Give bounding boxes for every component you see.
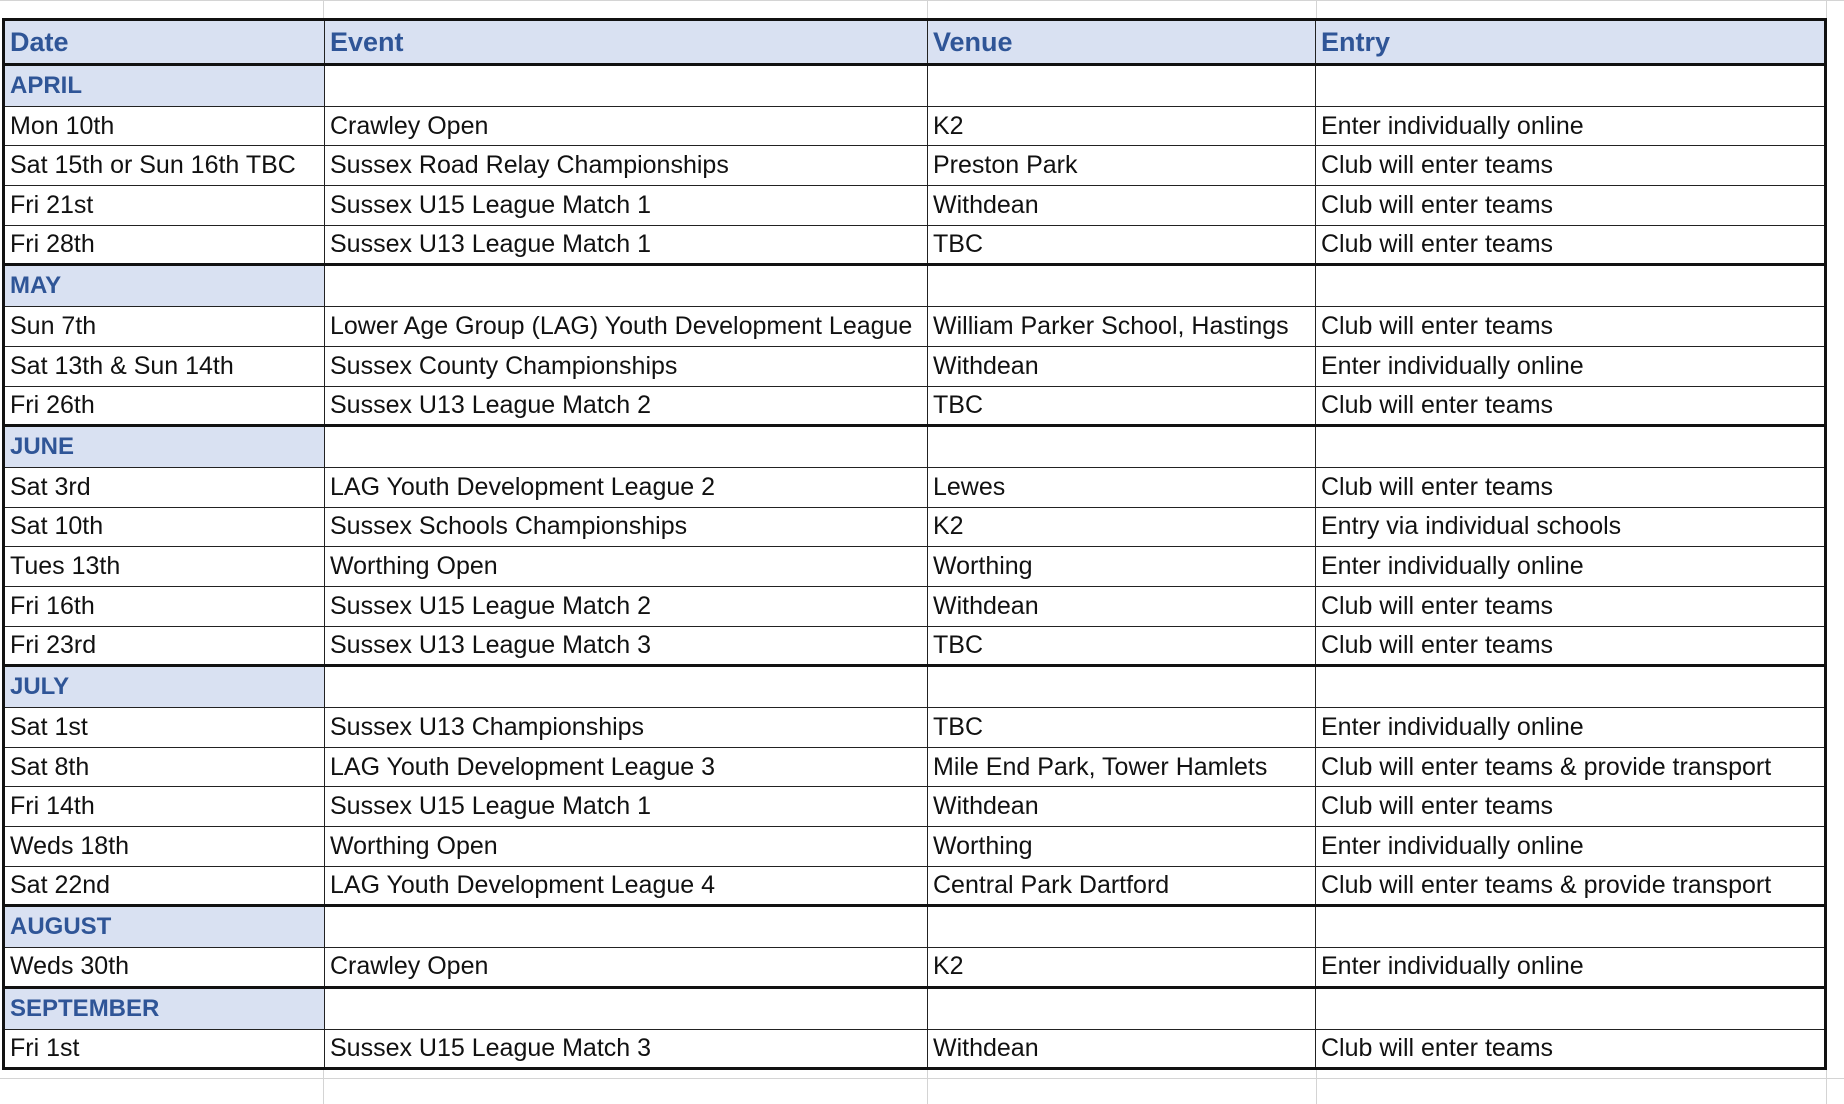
entry-cell[interactable]: Enter individually online: [1316, 708, 1826, 748]
date-cell[interactable]: Fri 14th: [4, 787, 325, 827]
date-cell[interactable]: Weds 18th: [4, 827, 325, 867]
empty-cell[interactable]: [928, 666, 1316, 708]
event-cell[interactable]: Lower Age Group (LAG) Youth Development League: [325, 307, 928, 347]
entry-cell[interactable]: Enter individually online: [1316, 547, 1826, 587]
entry-cell[interactable]: Club will enter teams & provide transport: [1316, 866, 1826, 906]
table-row: [4, 146, 1826, 186]
empty-cell[interactable]: [928, 987, 1316, 1029]
date-cell[interactable]: Fri 16th: [4, 586, 325, 626]
month-row: [4, 65, 1826, 107]
entry-cell[interactable]: Entry via individual schools: [1316, 507, 1826, 547]
date-cell[interactable]: Sat 1st: [4, 708, 325, 748]
empty-cell[interactable]: [928, 906, 1316, 948]
date-cell[interactable]: Fri 28th: [4, 225, 325, 265]
empty-cell[interactable]: [1316, 265, 1826, 307]
event-cell[interactable]: Sussex U15 League Match 3: [325, 1029, 928, 1069]
table-row: [4, 708, 1826, 748]
empty-cell[interactable]: [1316, 987, 1826, 1029]
event-cell[interactable]: Worthing Open: [325, 827, 928, 867]
venue-cell[interactable]: William Parker School, Hastings: [928, 307, 1316, 347]
entry-cell[interactable]: Club will enter teams: [1316, 1029, 1826, 1069]
table-row: [4, 386, 1826, 426]
entry-cell[interactable]: Club will enter teams: [1316, 626, 1826, 666]
date-cell[interactable]: Fri 26th: [4, 386, 325, 426]
empty-cell[interactable]: [1316, 65, 1826, 107]
event-cell[interactable]: LAG Youth Development League 3: [325, 747, 928, 787]
venue-cell[interactable]: Withdean: [928, 1029, 1316, 1069]
venue-cell[interactable]: Withdean: [928, 186, 1316, 226]
empty-cell[interactable]: [1316, 666, 1826, 708]
venue-cell[interactable]: Preston Park: [928, 146, 1316, 186]
venue-cell[interactable]: K2: [928, 507, 1316, 547]
table-row: [4, 827, 1826, 867]
empty-cell[interactable]: [928, 426, 1316, 468]
empty-cell[interactable]: [325, 906, 928, 948]
entry-cell[interactable]: Enter individually online: [1316, 346, 1826, 386]
entry-cell[interactable]: Club will enter teams: [1316, 386, 1826, 426]
month-label[interactable]: APRIL: [4, 65, 325, 107]
date-cell[interactable]: Weds 30th: [4, 948, 325, 988]
venue-cell[interactable]: TBC: [928, 626, 1316, 666]
table-row: [4, 586, 1826, 626]
grid-row-line: [0, 1078, 1844, 1079]
header-entry[interactable]: Entry: [1316, 20, 1826, 65]
month-label[interactable]: MAY: [4, 265, 325, 307]
entry-cell[interactable]: Club will enter teams: [1316, 225, 1826, 265]
month-label[interactable]: JUNE: [4, 426, 325, 468]
table-row: [4, 787, 1826, 827]
entry-cell[interactable]: Club will enter teams: [1316, 787, 1826, 827]
entry-cell[interactable]: Club will enter teams: [1316, 307, 1826, 347]
event-cell[interactable]: Sussex U13 League Match 3: [325, 626, 928, 666]
table-row: [4, 507, 1826, 547]
table-row: [4, 866, 1826, 906]
event-cell[interactable]: LAG Youth Development League 4: [325, 866, 928, 906]
event-cell[interactable]: Crawley Open: [325, 106, 928, 146]
venue-cell[interactable]: Worthing: [928, 547, 1316, 587]
venue-cell[interactable]: TBC: [928, 708, 1316, 748]
entry-cell[interactable]: Enter individually online: [1316, 948, 1826, 988]
date-cell[interactable]: Fri 23rd: [4, 626, 325, 666]
table-row: [4, 1029, 1826, 1069]
entry-cell[interactable]: Club will enter teams: [1316, 586, 1826, 626]
table-row: [4, 467, 1826, 507]
date-cell[interactable]: Mon 10th: [4, 106, 325, 146]
empty-cell[interactable]: [325, 426, 928, 468]
month-label[interactable]: SEPTEMBER: [4, 987, 325, 1029]
empty-cell[interactable]: [1316, 906, 1826, 948]
table-row: [4, 106, 1826, 146]
venue-cell[interactable]: Withdean: [928, 346, 1316, 386]
venue-cell[interactable]: Lewes: [928, 467, 1316, 507]
header-event[interactable]: Event: [325, 20, 928, 65]
month-row: [4, 265, 1826, 307]
event-cell[interactable]: Sussex U15 League Match 1: [325, 186, 928, 226]
table-row: [4, 547, 1826, 587]
event-cell[interactable]: Sussex U13 Championships: [325, 708, 928, 748]
table-row: [4, 948, 1826, 988]
date-cell[interactable]: Sun 7th: [4, 307, 325, 347]
venue-cell[interactable]: Withdean: [928, 787, 1316, 827]
empty-cell[interactable]: [928, 265, 1316, 307]
table-row: [4, 186, 1826, 226]
header-row: [4, 20, 1826, 65]
table-row: [4, 626, 1826, 666]
event-cell[interactable]: Sussex Road Relay Championships: [325, 146, 928, 186]
table-row: [4, 307, 1826, 347]
entry-cell[interactable]: Club will enter teams: [1316, 467, 1826, 507]
entry-cell[interactable]: Club will enter teams: [1316, 146, 1826, 186]
events-schedule-table: [2, 18, 1827, 1070]
entry-cell[interactable]: Enter individually online: [1316, 106, 1826, 146]
empty-cell[interactable]: [325, 987, 928, 1029]
date-cell[interactable]: Sat 22nd: [4, 866, 325, 906]
event-cell[interactable]: Sussex U13 League Match 1: [325, 225, 928, 265]
empty-cell[interactable]: [325, 65, 928, 107]
empty-cell[interactable]: [928, 65, 1316, 107]
schedule-body: [4, 65, 1826, 1069]
event-cell[interactable]: LAG Youth Development League 2: [325, 467, 928, 507]
event-cell[interactable]: Worthing Open: [325, 547, 928, 587]
month-row: [4, 906, 1826, 948]
date-cell[interactable]: Fri 21st: [4, 186, 325, 226]
event-cell[interactable]: Crawley Open: [325, 948, 928, 988]
month-label[interactable]: JULY: [4, 666, 325, 708]
venue-cell[interactable]: Mile End Park, Tower Hamlets: [928, 747, 1316, 787]
venue-cell[interactable]: TBC: [928, 386, 1316, 426]
table-row: [4, 225, 1826, 265]
venue-cell[interactable]: Central Park Dartford: [928, 866, 1316, 906]
header-venue[interactable]: Venue: [928, 20, 1316, 65]
venue-cell[interactable]: K2: [928, 106, 1316, 146]
entry-cell[interactable]: Club will enter teams & provide transport: [1316, 747, 1826, 787]
date-cell[interactable]: Fri 1st: [4, 1029, 325, 1069]
table-row: [4, 346, 1826, 386]
venue-cell[interactable]: Withdean: [928, 586, 1316, 626]
grid-row-line: [0, 0, 1844, 1]
month-label[interactable]: AUGUST: [4, 906, 325, 948]
date-cell[interactable]: Sat 3rd: [4, 467, 325, 507]
venue-cell[interactable]: K2: [928, 948, 1316, 988]
month-row: [4, 666, 1826, 708]
month-row: [4, 426, 1826, 468]
venue-cell[interactable]: Worthing: [928, 827, 1316, 867]
date-cell[interactable]: Sat 13th & Sun 14th: [4, 346, 325, 386]
table-row: [4, 747, 1826, 787]
entry-cell[interactable]: Club will enter teams: [1316, 186, 1826, 226]
event-cell[interactable]: Sussex U15 League Match 2: [325, 586, 928, 626]
venue-cell[interactable]: TBC: [928, 225, 1316, 265]
date-cell[interactable]: Sat 10th: [4, 507, 325, 547]
header-date[interactable]: Date: [4, 20, 325, 65]
date-cell[interactable]: Tues 13th: [4, 547, 325, 587]
month-row: [4, 987, 1826, 1029]
empty-cell[interactable]: [325, 666, 928, 708]
event-cell[interactable]: Sussex U15 League Match 1: [325, 787, 928, 827]
entry-cell[interactable]: Enter individually online: [1316, 827, 1826, 867]
event-cell[interactable]: Sussex U13 League Match 2: [325, 386, 928, 426]
date-cell[interactable]: Sat 15th or Sun 16th TBC: [4, 146, 325, 186]
event-cell[interactable]: Sussex County Championships: [325, 346, 928, 386]
date-cell[interactable]: Sat 8th: [4, 747, 325, 787]
empty-cell[interactable]: [325, 265, 928, 307]
empty-cell[interactable]: [1316, 426, 1826, 468]
event-cell[interactable]: Sussex Schools Championships: [325, 507, 928, 547]
